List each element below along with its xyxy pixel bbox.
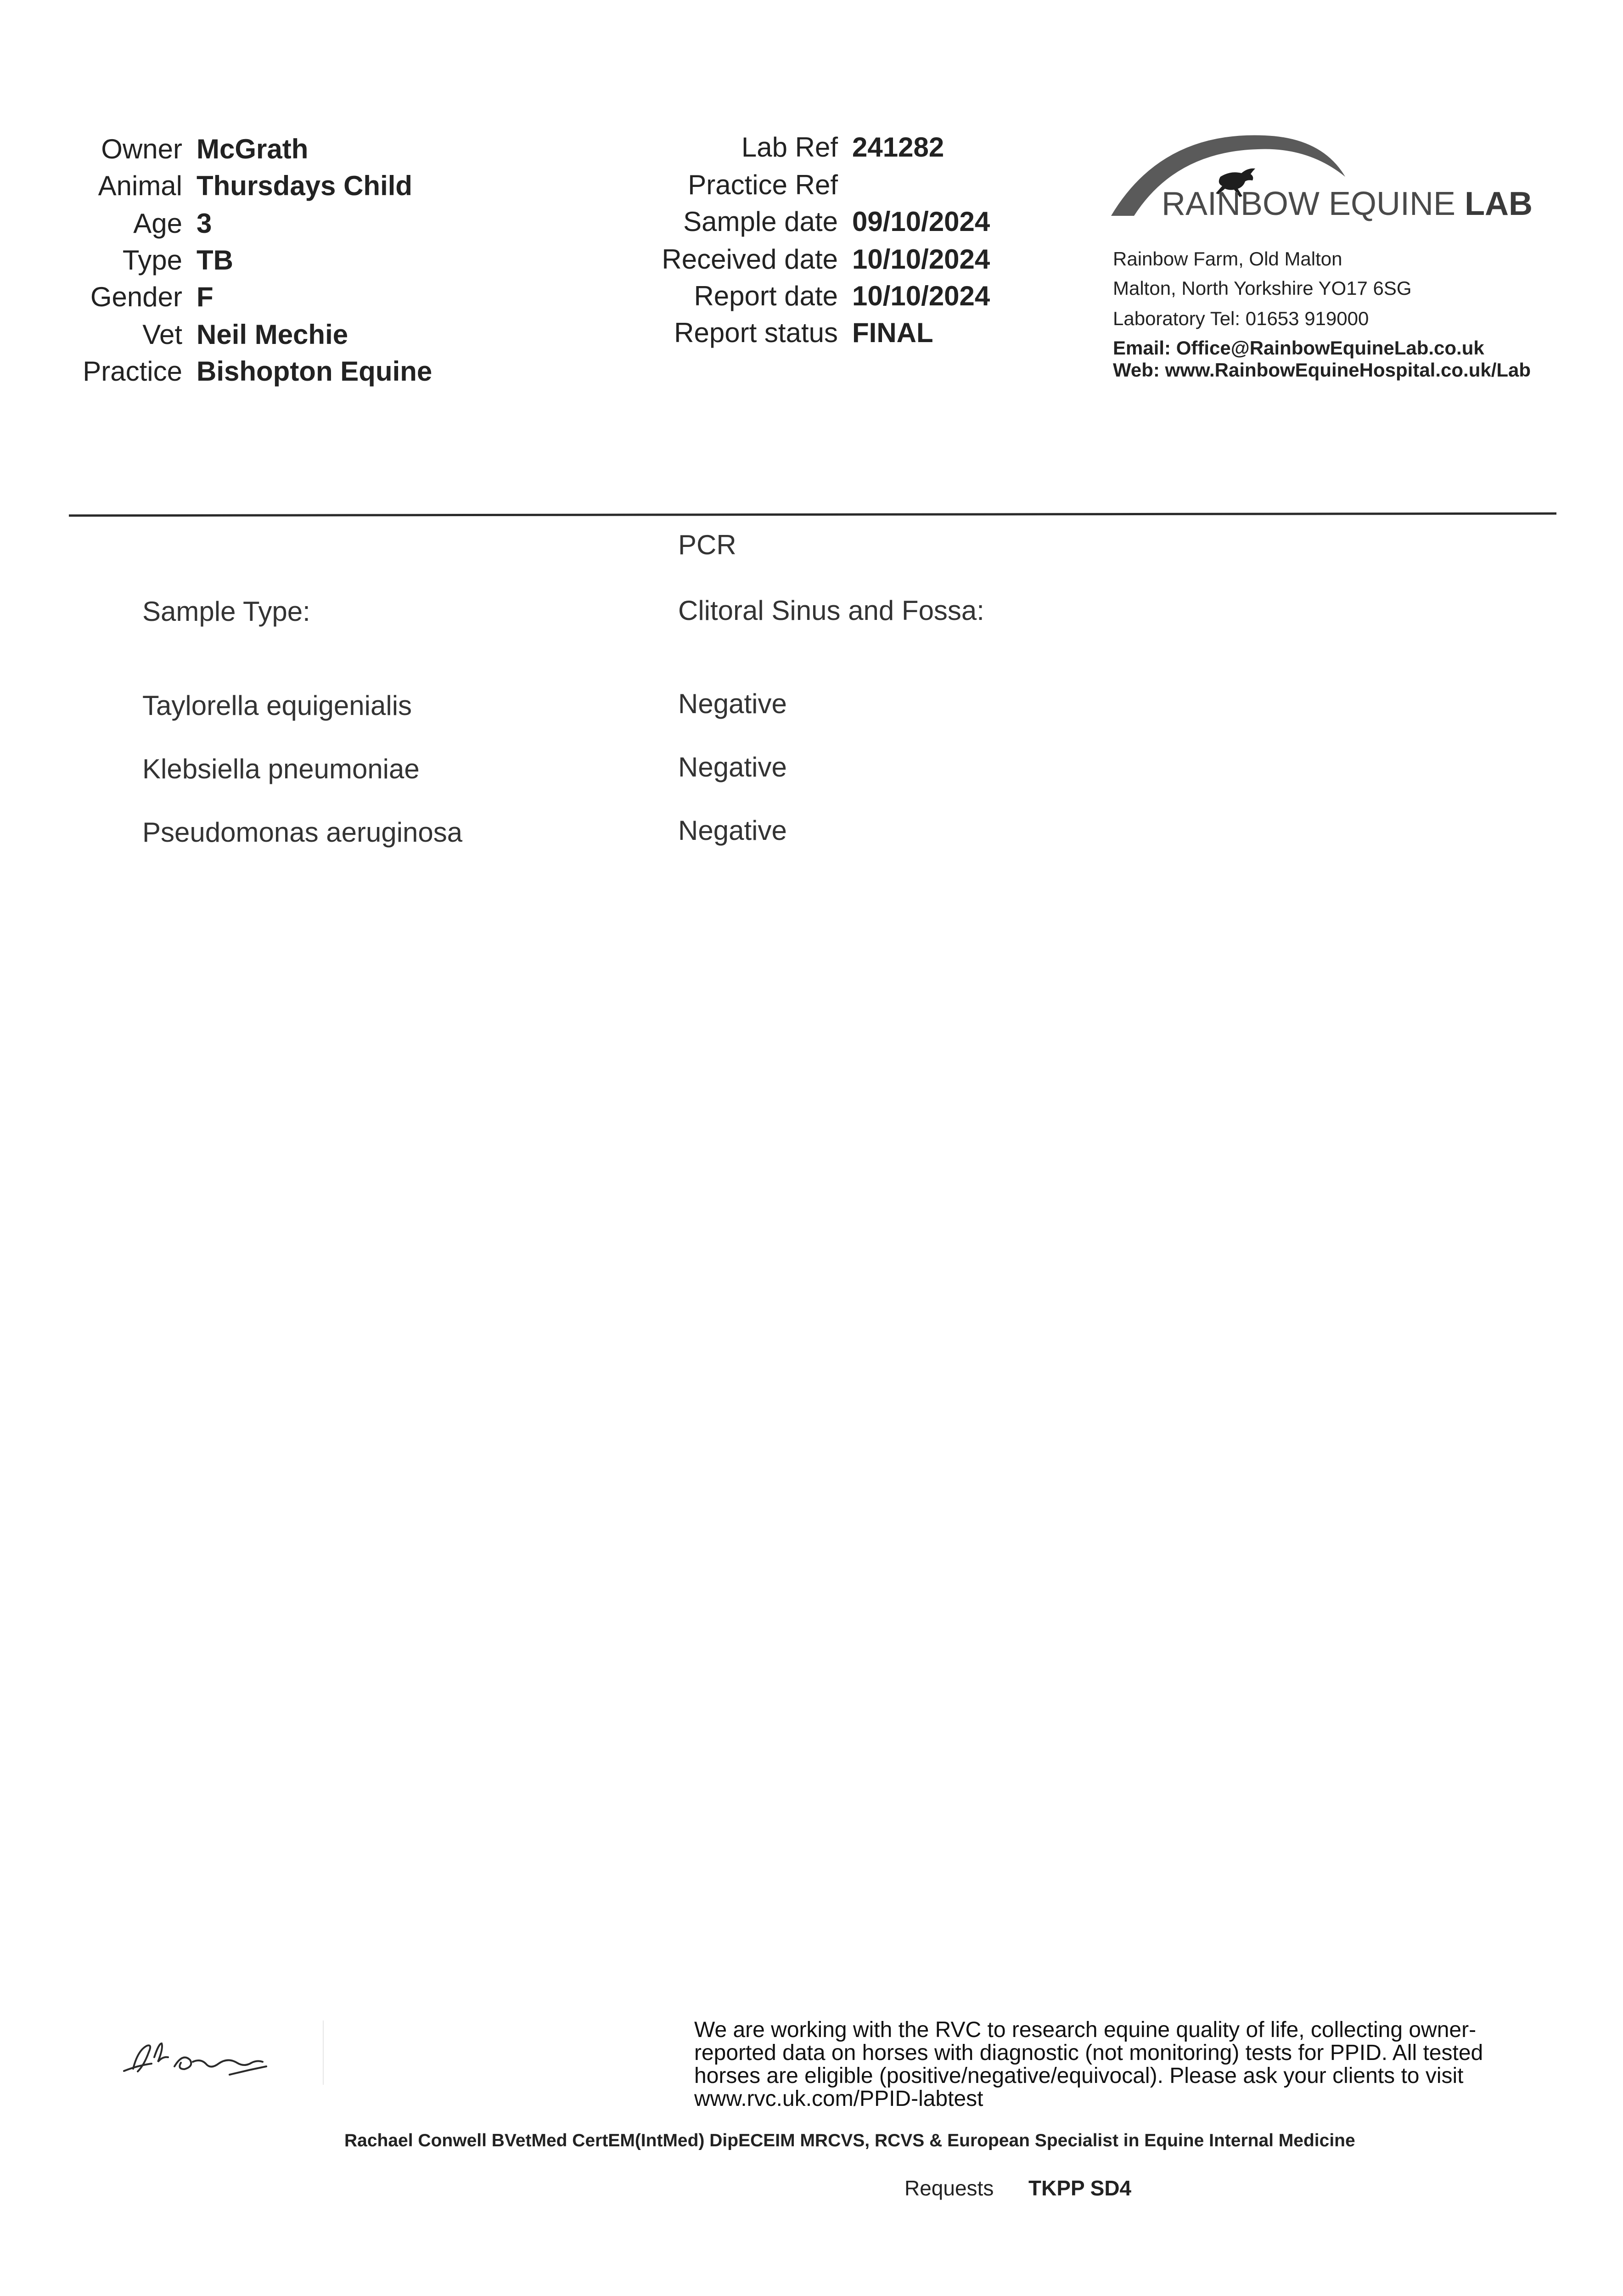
signatory-name: Rachael Conwell BVetMed CertEM(IntMed) DipECEIM MRCVS, RCVS & European Specialist in Equine Internal Medicine xyxy=(344,2131,1355,2150)
vet-label: Vet xyxy=(142,319,182,350)
lab-ref-value: 241282 xyxy=(852,132,944,163)
result-organism: Klebsiella pneumoniae xyxy=(142,754,420,784)
report-status-label: Report status xyxy=(674,317,838,348)
address-email: Email: Office@RainbowEquineLab.co.uk xyxy=(1113,337,1484,359)
result-value: Negative xyxy=(678,752,787,782)
report-date-value: 10/10/2024 xyxy=(852,281,990,311)
gender-label: Gender xyxy=(90,281,182,312)
signature-divider xyxy=(323,2020,324,2085)
received-date-label: Received date xyxy=(662,244,838,275)
received-date-value: 10/10/2024 xyxy=(852,244,990,275)
lab-ref-label: Lab Ref xyxy=(741,132,838,163)
practice-value: Bishopton Equine xyxy=(197,356,432,387)
address-line3: Laboratory Tel: 01653 919000 xyxy=(1113,308,1369,329)
age-value: 3 xyxy=(197,208,212,239)
address-line1: Rainbow Farm, Old Malton xyxy=(1113,248,1342,270)
logo-text xyxy=(1162,185,1533,223)
result-value: Negative xyxy=(678,688,787,719)
logo-text-bold: LAB xyxy=(1465,186,1533,222)
sample-date-value: 09/10/2024 xyxy=(852,206,990,237)
result-organism: Taylorella equigenialis xyxy=(142,690,412,721)
address-web: Web: www.RainbowEquineHospital.co.uk/Lab xyxy=(1113,359,1531,381)
rainbow-equine-lab-logo xyxy=(1106,126,1543,227)
report-date-label: Report date xyxy=(694,281,838,311)
age-label: Age xyxy=(133,208,182,239)
result-value: Negative xyxy=(678,815,787,846)
rvc-research-note: We are working with the RVC to research equine quality of life, collecting owner-reported data on horses with diagnostic (not monitoring) tests for PPID. All tested horses are eligible (positive/negative/equivocal). Please ask your clients to visit www.rvc.uk.com/PPID-labtest xyxy=(694,2018,1483,2111)
sample-date-label: Sample date xyxy=(683,206,838,237)
vet-value: Neil Mechie xyxy=(197,319,348,350)
report-status-value: FINAL xyxy=(852,317,933,348)
practice-label: Practice xyxy=(83,356,182,387)
owner-label: Owner xyxy=(101,134,182,164)
result-organism: Pseudomonas aeruginosa xyxy=(142,817,463,848)
requests-value: TKPP SD4 xyxy=(1028,2176,1132,2200)
type-value: TB xyxy=(197,245,233,276)
gender-value: F xyxy=(197,281,213,312)
practice-ref-label: Practice Ref xyxy=(688,169,838,200)
owner-value: McGrath xyxy=(197,134,309,164)
header-divider xyxy=(69,512,1556,517)
animal-label: Animal xyxy=(98,170,182,201)
sample-type-label: Sample Type: xyxy=(142,596,310,627)
requests-label: Requests xyxy=(904,2176,994,2200)
test-name: PCR xyxy=(678,529,736,560)
sample-type-value: Clitoral Sinus and Fossa: xyxy=(678,595,984,626)
animal-value: Thursdays Child xyxy=(197,170,413,201)
address-line2: Malton, North Yorkshire YO17 6SG xyxy=(1113,277,1412,299)
signature xyxy=(115,2025,326,2094)
type-label: Type xyxy=(122,245,182,276)
logo-text-light: RAINBOW EQUINE xyxy=(1162,186,1456,222)
